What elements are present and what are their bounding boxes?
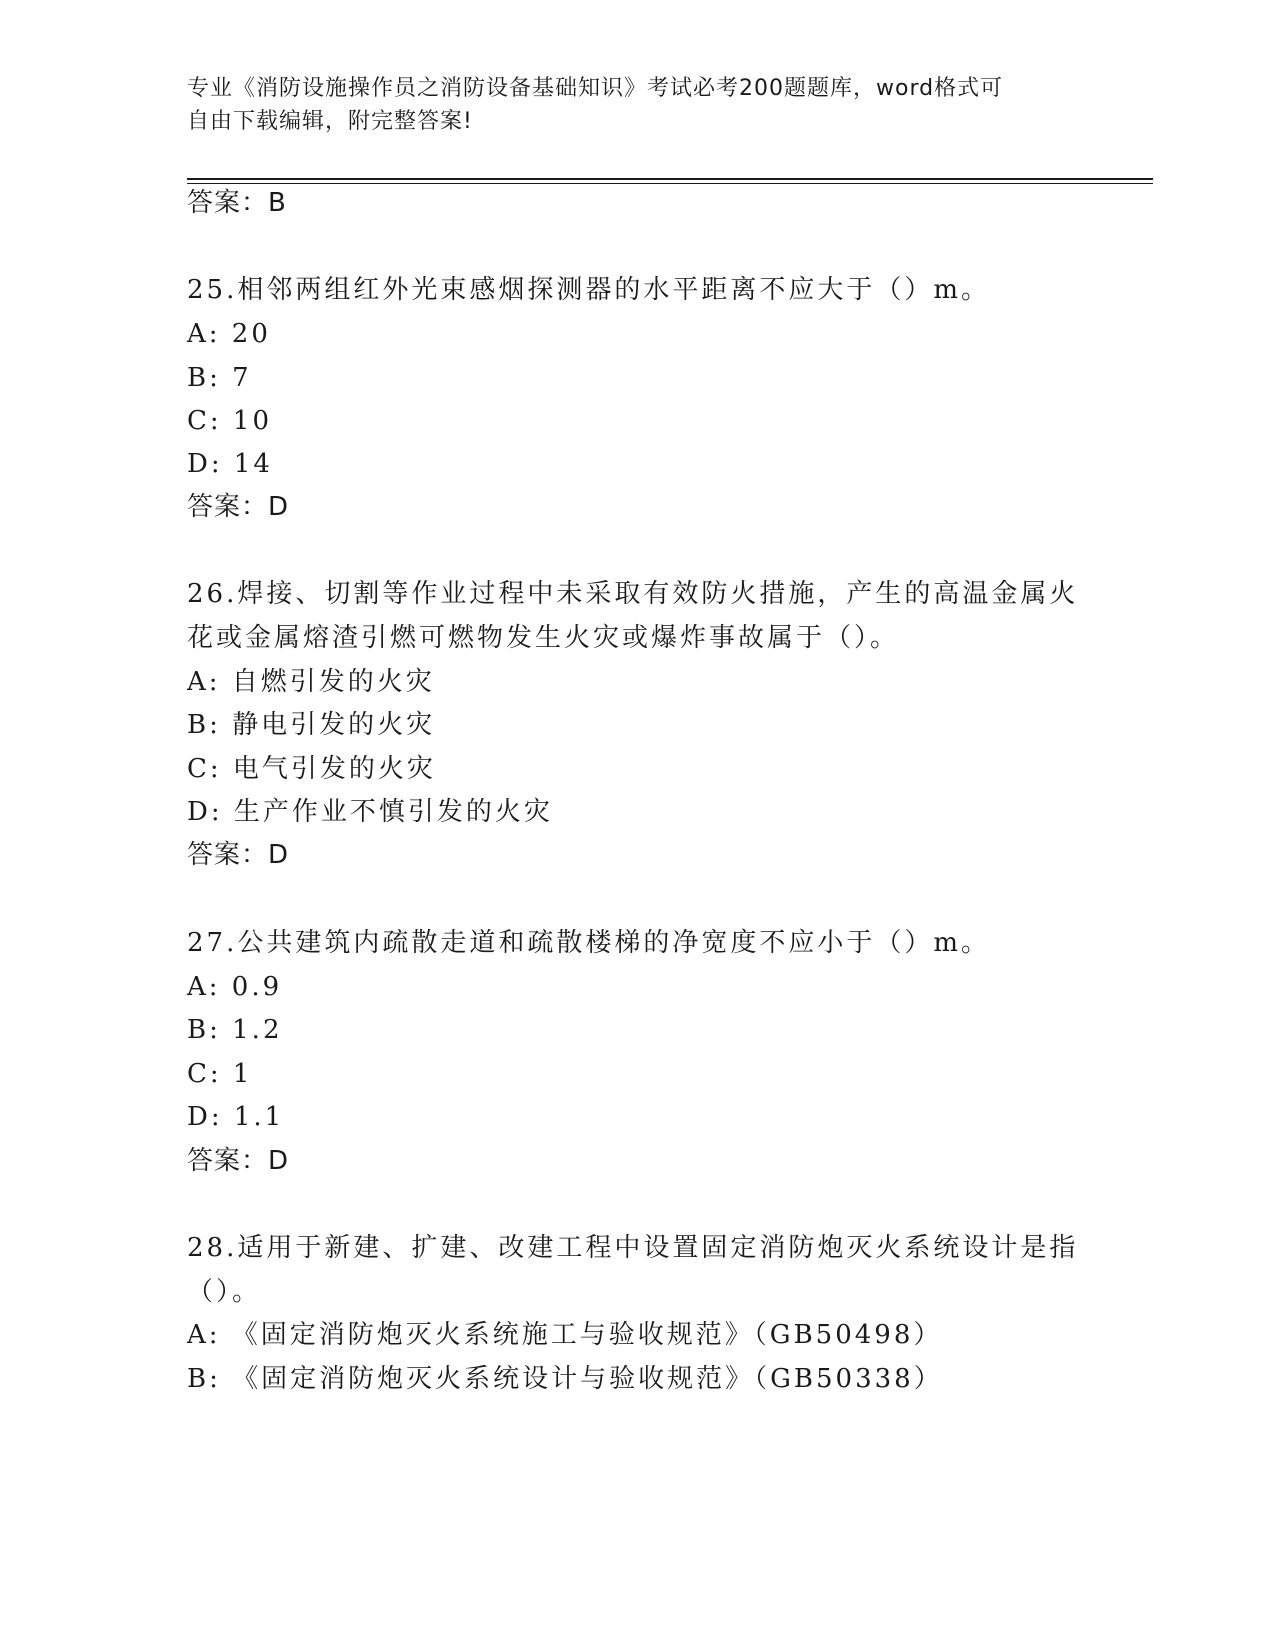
option-a: A: 20 [187, 319, 271, 349]
option-c: C: 10 [187, 406, 273, 436]
option-d: D: 1.1 [187, 1102, 285, 1132]
answer-line: 答案：B [187, 188, 287, 218]
document-header [187, 72, 1087, 138]
option-b: B: 1.2 [187, 1015, 283, 1045]
option-a: A: 自燃引发的火灾 [187, 667, 435, 697]
option-c: C: 电气引发的火灾 [187, 754, 436, 784]
answer-line: 答案：D [187, 840, 290, 870]
option-d: D: 14 [187, 449, 273, 479]
header-line-2: 自由下载编辑，附完整答案! [187, 109, 473, 134]
answer-line: 答案：D [187, 492, 290, 522]
option-d: D: 生产作业不慎引发的火灾 [187, 797, 553, 827]
header-rule-thin [187, 183, 1153, 184]
answer-line: 答案：D [187, 1146, 290, 1176]
question-stem: 27.公共建筑内疏散走道和疏散楼梯的净宽度不应小于（）m。 [187, 928, 991, 958]
option-b: B: 7 [187, 363, 252, 393]
option-a: A: 0.9 [187, 972, 283, 1002]
option-b: B: 《固定消防炮灭火系统设计与验收规范》（GB50338） [187, 1364, 943, 1394]
option-a: A: 《固定消防炮灭火系统施工与验收规范》（GB50498） [187, 1320, 943, 1350]
option-b: B: 静电引发的火灾 [187, 710, 436, 740]
question-stem-continued: （）。 [187, 1277, 262, 1307]
header-line-1: 专业《消防设施操作员之消防设备基础知识》考试必考200题题库，word格式可 [187, 76, 1004, 101]
question-stem: 25.相邻两组红外光束感烟探测器的水平距离不应大于（）m。 [187, 275, 991, 305]
question-stem: 26.焊接、切割等作业过程中未采取有效防火措施，产生的高温金属火 [187, 579, 1079, 609]
question-stem-continued: 花或金属熔渣引燃可燃物发生火灾或爆炸事故属于（）。 [187, 623, 900, 653]
question-stem: 28.适用于新建、扩建、改建工程中设置固定消防炮灭火系统设计是指 [187, 1233, 1079, 1263]
header-rule-thick [187, 178, 1153, 180]
option-c: C: 1 [187, 1059, 253, 1089]
